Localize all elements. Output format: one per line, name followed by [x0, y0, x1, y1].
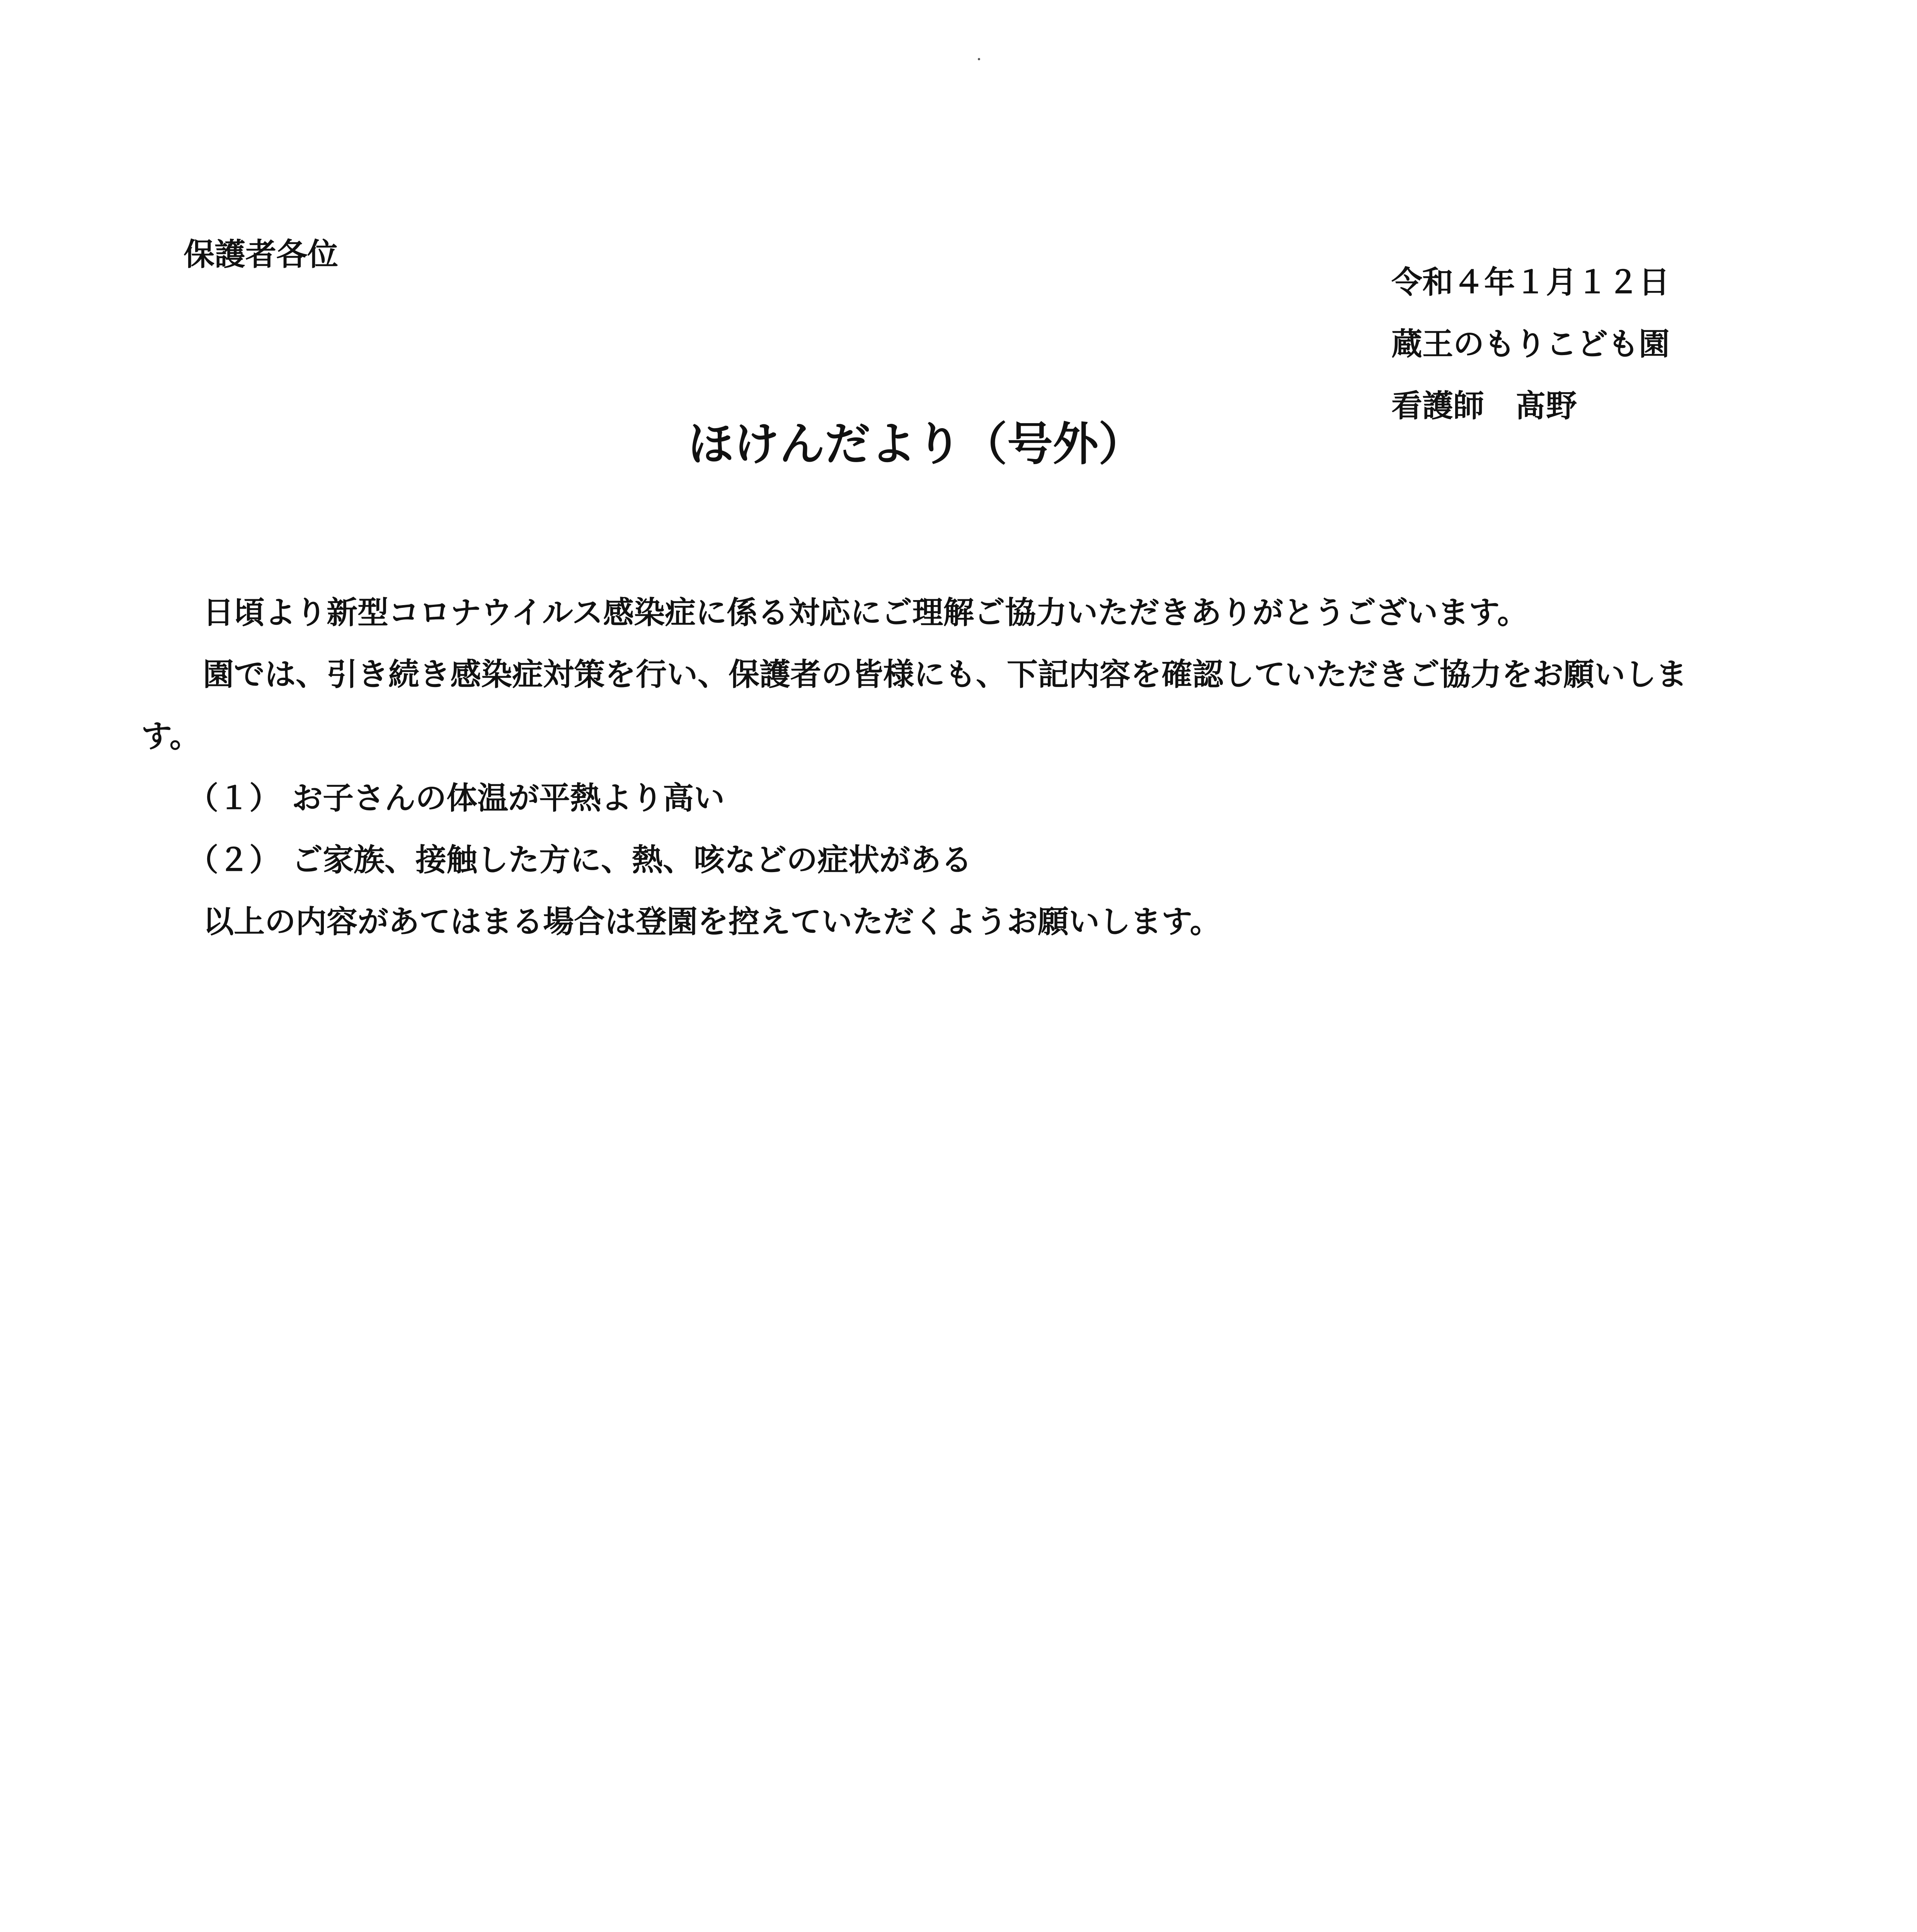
list-item	[141, 767, 1733, 829]
body-paragraph: 日頃より新型コロナウイルス感染症に係る対応にご理解ご協力いただきありがとうございます。	[203, 594, 1528, 631]
scan-speck	[978, 58, 980, 60]
issue-date: 令和４年１月１２日	[1391, 264, 1670, 300]
list-item-number: （１）	[187, 780, 280, 816]
body-text	[141, 582, 1733, 952]
organization-name: 蔵王のもりこども園	[1391, 326, 1670, 362]
addressee: 保護者各位	[184, 236, 338, 272]
list-item	[141, 829, 1733, 891]
list-item-text: ご家族、接触した方に、熱、咳などの症状がある	[292, 842, 972, 878]
list-item-number: （２）	[187, 842, 280, 878]
closing-paragraph: 以上の内容があてはまる場合は登園を控えていただくようお願いします。	[203, 903, 1221, 940]
sender-block	[1391, 251, 1670, 437]
list-item-text: お子さんの体温が平熱より高い	[292, 780, 725, 816]
author-name: 看護師 髙野	[1391, 388, 1577, 424]
body-paragraph: 園では、引き続き感染症対策を行い、保護者の皆様にも、下記内容を確認していただきご協力をお願いします。	[141, 656, 1687, 754]
document-title: ほけんだより（号外）	[688, 417, 1144, 471]
